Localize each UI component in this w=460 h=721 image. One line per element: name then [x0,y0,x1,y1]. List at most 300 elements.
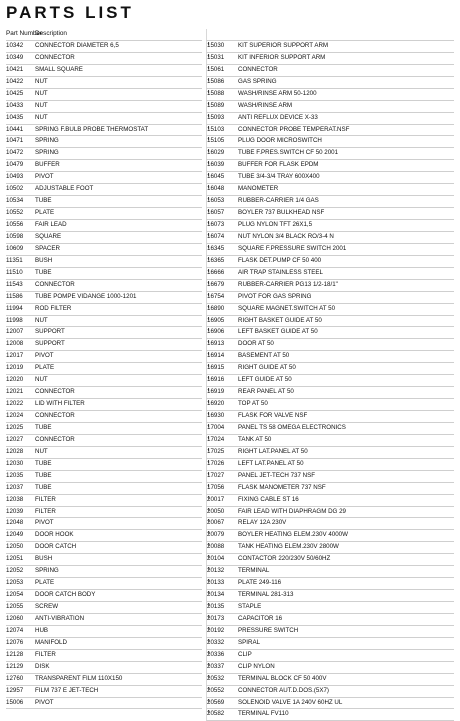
description-cell: FLASK FOR VALVE NSF [238,412,308,419]
table-row [206,530,454,542]
part-number-cell: 20134 [207,591,225,599]
part-number-cell: 11994 [6,304,23,312]
part-number-cell: 16679 [207,280,225,288]
table-row [6,447,202,459]
description-cell: PLUG NYLON TFT 26X1,5 [238,221,313,228]
part-number-cell: 20050 [207,507,225,515]
table-row [6,459,202,471]
description-cell: TUBE [35,483,52,491]
table-row [6,327,202,339]
part-number-cell: 16365 [207,256,225,264]
part-number-cell: 10421 [6,65,24,73]
part-number-cell: 10422 [6,77,24,85]
part-number-cell: 17004 [207,423,225,431]
part-number-cell: 16057 [207,209,225,217]
part-number-cell: 11586 [6,292,23,300]
part-number-cell: 17024 [207,435,225,443]
table-row [206,686,454,698]
part-number-cell: 20088 [207,543,225,551]
table-row [6,590,202,602]
description-cell: FAIR LEAD WITH DIAPHRAGM DG 29 [238,507,346,515]
part-number-cell: 20569 [207,698,225,706]
description-cell: SOLENOID VALVE 1A 240V 60HZ UL [238,698,343,706]
description-cell: NUT [35,447,48,455]
description-cell: BUSH [35,555,53,563]
description-cell: BOYLER HEATING ELEM.230V 4000W [238,531,348,539]
part-number-cell: 12052 [6,567,24,575]
description-cell: AIR TRAP STAINLESS STEEL [238,268,323,276]
table-row [206,244,454,256]
table-row [6,148,202,160]
description-cell: TUBE [35,459,52,467]
table-row [206,339,454,351]
description-cell: TERMINAL BLOCK CF 50 400V [238,674,327,682]
table-row [6,530,202,542]
part-number-cell: 20192 [207,626,225,634]
table-row [206,208,454,220]
description-cell: CONNECTOR DIAMETER 6,5 [35,41,119,49]
table-row [206,614,454,626]
part-number-cell: 12030 [6,459,24,467]
part-number-cell: 20133 [207,579,225,587]
table-row [206,351,454,363]
part-number-cell: 20067 [207,519,225,527]
part-number-cell: 20552 [207,686,225,694]
description-cell: CAPACITOR 16 [238,614,283,622]
part-number-cell: 12074 [6,626,24,634]
part-number-cell: 20582 [207,710,225,718]
table-row [6,399,202,411]
part-number-cell: 10342 [6,41,24,49]
table-row [6,363,202,375]
description-cell: SUPPORT [35,340,65,348]
table-row [6,638,202,650]
table-row [6,339,202,351]
part-number-cell: 12053 [6,579,24,587]
table-row [206,113,454,125]
part-number-cell: 16053 [207,197,225,205]
table-row [206,363,454,375]
part-number-cell: 16906 [207,328,225,336]
description-cell: FILTER [35,507,56,515]
table-row [6,172,202,184]
description-cell: RIGHT GUIDE AT 50 [238,364,296,372]
part-number-cell: 17056 [207,483,225,491]
part-number-cell: 20332 [207,638,225,646]
part-number-cell: 16905 [207,316,225,324]
table-row [206,698,454,710]
table-row [6,614,202,626]
table-row [206,232,454,244]
description-cell: ANTI REFLUX DEVICE X-33 [238,113,318,121]
table-row [6,220,202,232]
part-number-cell: 16913 [207,340,225,348]
part-number-cell: 11998 [6,316,23,324]
description-cell: LEFT BASKET GUIDE AT 50 [238,328,318,336]
part-number-cell: 10471 [6,137,24,145]
description-cell: STAPLE [238,603,262,610]
table-row [6,566,202,578]
part-number-cell: 15031 [207,53,225,61]
part-number-cell: 16045 [207,173,225,181]
table-row [6,686,202,698]
description-cell: LEFT LAT.PANEL AT 50 [238,459,304,467]
table-row [6,351,202,363]
table-header [6,29,202,41]
table-row [206,435,454,447]
table-row [6,554,202,566]
table-row [206,638,454,650]
part-number-cell: 10552 [6,209,24,217]
description-cell: PANEL TS 58 OMEGA ELECTRONICS [238,423,346,431]
part-number-cell: 12008 [6,340,24,348]
description-cell: DOOR CATCH BODY [35,591,96,599]
part-number-cell: 15088 [207,89,225,97]
table-row [6,602,202,614]
part-number-cell: 12035 [6,471,24,479]
description-cell: CONNECTOR [35,435,75,443]
table-row [6,256,202,268]
table-row [6,268,202,280]
part-number-cell: 16890 [207,304,225,312]
table-row [206,136,454,148]
part-number-cell: 10479 [6,161,24,169]
part-number-cell: 10609 [6,244,24,252]
part-number-cell: 12028 [6,447,24,455]
header-part-number: Part Number [6,30,43,37]
part-number-cell: 16930 [207,412,225,419]
description-cell: TERMINAL FV110 [238,710,289,718]
part-number-cell: 15103 [207,125,225,133]
description-cell: SPRING [35,137,59,145]
table-row [206,268,454,280]
parts-column-left [6,29,202,709]
description-cell: RELAY 12A 230V [238,519,287,527]
part-number-cell: 15086 [207,77,225,85]
description-cell: DOOR CATCH [35,543,77,551]
table-row [206,578,454,590]
description-cell: SMALL SQUARE [35,65,83,73]
description-cell: SQUARE MAGNET.SWITCH AT 50 [238,304,336,312]
description-cell: WASH/RINSE ARM 50-1200 [238,89,317,97]
part-number-cell: 20532 [207,674,225,682]
description-cell: NUT [35,113,48,121]
part-number-cell: 20079 [207,531,225,539]
table-row [6,304,202,316]
description-cell: TUBE [35,268,52,276]
table-row [6,375,202,387]
description-cell: CONTACTOR 220/230V 50/60HZ [238,555,331,563]
part-number-cell: 12022 [6,400,24,408]
description-cell: TRANSPARENT FILM 110X150 [35,674,123,682]
part-number-cell: 10556 [6,221,24,228]
part-number-cell: 12055 [6,603,24,610]
description-cell: SQUARE [35,232,62,240]
table-row [206,423,454,435]
table-row [206,518,454,530]
table-row [206,53,454,65]
table-row [6,53,202,65]
part-number-cell: 10441 [6,125,24,133]
description-cell: PLATE [35,209,55,217]
table-row [206,471,454,483]
description-cell: FAIR LEAD [35,221,67,228]
description-cell: PLATE [35,579,55,587]
part-number-cell: 12024 [6,412,24,419]
part-number-cell: 20336 [207,650,225,658]
description-cell: PIVOT [35,519,54,527]
description-cell: DISK [35,662,50,670]
description-cell: LID WITH FILTER [35,400,85,408]
part-number-cell: 12051 [6,555,24,563]
part-number-cell: 12027 [6,435,24,443]
table-row [206,77,454,89]
table-row [206,590,454,602]
part-number-cell: 16754 [207,292,225,300]
description-cell: SUPPORT [35,328,65,336]
description-cell: KIT SUPERIOR SUPPORT ARM [238,41,329,49]
description-cell: FILM 737 E JET-TECH [35,686,99,694]
description-cell: CLIP NYLON [238,662,275,670]
part-number-cell: 20132 [207,567,225,575]
part-number-cell: 16914 [207,352,225,360]
part-number-cell: 12760 [6,674,24,682]
table-row [206,292,454,304]
table-row [6,518,202,530]
table-row [6,244,202,256]
part-number-cell: 10349 [6,53,24,61]
description-cell: SPRING F.BULB PROBE THERMOSTAT [35,125,149,133]
description-cell: TUBE 3/4-3/4 TRAY 600X400 [238,173,320,181]
part-number-cell: 12129 [6,662,24,670]
table-row [206,554,454,566]
table-row [6,650,202,662]
description-cell: TUBE [35,423,52,431]
part-number-cell: 12957 [6,686,24,694]
part-number-cell: 17025 [207,447,225,455]
table-row [206,542,454,554]
parts-column-right [206,29,454,721]
table-row [6,65,202,77]
description-cell: CLIP [238,650,252,658]
description-cell: SPACER [35,244,60,252]
description-cell: RUBBER-CARRIER 1/4 GAS [238,197,319,205]
description-cell: SPRING [35,567,59,575]
description-cell: SCREW [35,603,59,610]
description-cell: TOP AT 50 [238,400,268,408]
part-number-cell: 12025 [6,423,24,431]
description-cell: CONNECTOR [35,280,75,288]
description-cell: BUFFER [35,161,60,169]
table-row [6,471,202,483]
table-row [6,77,202,89]
part-number-cell: 10493 [6,173,24,181]
table-row [206,172,454,184]
table-row [206,256,454,268]
table-row [206,483,454,495]
table-row [6,542,202,554]
description-cell: NUT [35,89,48,97]
part-number-cell: 10502 [6,185,24,193]
table-row [206,184,454,196]
description-cell: WASH/RINSE ARM [238,101,293,109]
table-row [6,316,202,328]
table-row [206,196,454,208]
description-cell: SQUARE F.PRESSURE SWITCH 2001 [238,244,347,252]
table-row [6,662,202,674]
table-row [6,698,202,710]
table-row [206,280,454,292]
table-row [6,507,202,519]
description-cell: TUBE F.PRES.SWITCH CF 50 2001 [238,149,339,157]
description-cell: KIT INFERIOR SUPPORT ARM [238,53,326,61]
part-number-cell: 10435 [6,113,24,121]
description-cell: CONNECTOR [35,388,75,396]
part-number-cell: 20337 [207,662,225,670]
table-row [206,148,454,160]
table-row [6,280,202,292]
description-cell: FLASK MANOMETER 737 NSF [238,483,326,491]
description-cell: CONNECTOR [35,53,75,61]
table-row [206,316,454,328]
description-cell: PIVOT [35,698,54,706]
description-cell: BUFFER FOR FLASK EPDM [238,161,319,169]
description-cell: BOYLER 737 BULKHEAD NSF [238,209,325,217]
table-row [206,674,454,686]
description-cell: TUBE [35,197,52,205]
description-cell: PLATE [35,364,55,372]
table-row [206,447,454,459]
part-number-cell: 10472 [6,149,24,157]
description-cell: TUBE [35,471,52,479]
table-row [6,292,202,304]
table-row [6,196,202,208]
description-cell: PIVOT FOR GAS SPRING [238,292,312,300]
description-cell: TUBE POMPE VIDANGE 1000-1201 [35,292,137,300]
table-row [206,41,454,53]
description-cell: RIGHT BASKET GUIDE AT 50 [238,316,322,324]
description-cell: REAR PANEL AT 50 [238,388,294,396]
part-number-cell: 12054 [6,591,24,599]
description-cell: FILTER [35,650,56,658]
description-cell: SPRING [35,149,59,157]
table-row [6,113,202,125]
description-cell: PIVOT [35,352,54,360]
description-cell: CONNECTOR [238,65,278,73]
part-number-cell: 12038 [6,495,24,503]
description-cell: NUT [35,316,48,324]
table-row [6,387,202,399]
part-number-cell: 11510 [6,268,23,276]
table-row [6,435,202,447]
table-row [6,41,202,53]
part-number-cell: 16916 [207,376,225,384]
part-number-cell: 10534 [6,197,24,205]
part-number-cell: 20173 [207,614,225,622]
description-cell: CONNECTOR PROBE TEMPERAT.NSF [238,125,350,133]
part-number-cell: 11543 [6,280,23,288]
table-row [206,387,454,399]
table-row [206,459,454,471]
table-row [6,89,202,101]
part-number-cell: 12050 [6,543,24,551]
description-cell: NUT [35,101,48,109]
part-number-cell: 16073 [207,221,225,228]
part-number-cell: 12060 [6,614,24,622]
part-number-cell: 15061 [207,65,225,73]
part-number-cell: 16915 [207,364,225,372]
description-cell: HUB [35,626,49,634]
part-number-cell: 17027 [207,471,225,479]
description-cell: SPIRAL [238,638,261,646]
part-number-cell: 12048 [6,519,24,527]
table-row [6,483,202,495]
part-number-cell: 16920 [207,400,225,408]
part-number-cell: 10598 [6,232,24,240]
part-number-cell: 10425 [6,89,24,97]
page-title: PARTS LIST [6,3,134,22]
table-header-spacer [206,29,454,41]
part-number-cell: 12128 [6,650,24,658]
part-number-cell: 12037 [6,483,24,491]
part-number-cell: 12049 [6,531,24,539]
table-row [6,626,202,638]
table-row [206,709,454,721]
table-row [6,411,202,423]
table-row [206,495,454,507]
table-row [6,160,202,172]
table-row [206,375,454,387]
part-number-cell: 10433 [6,101,24,109]
table-row [206,662,454,674]
description-cell: TERMINAL [238,567,270,575]
table-row [206,125,454,137]
table-row [206,507,454,519]
description-cell: FIXING CABLE ST 16 [238,495,299,503]
description-cell: TANK AT 50 [238,435,272,443]
part-number-cell: 20104 [207,555,225,563]
description-cell: RIGHT LAT.PANEL AT 50 [238,447,308,455]
description-cell: PLATE 249-116 [238,579,282,587]
description-cell: DOOR AT 50 [238,340,274,348]
table-row [206,566,454,578]
part-number-cell: 17026 [207,459,225,467]
description-cell: ADJUSTABLE FOOT [35,185,94,193]
part-number-cell: 16919 [207,388,225,396]
description-cell: PRESSURE SWITCH [238,626,299,634]
part-number-cell: 16074 [207,232,225,240]
description-cell: TERMINAL 281-313 [238,591,294,599]
table-row [206,220,454,232]
table-row [206,89,454,101]
description-cell: PLUG DOOR MICROSWITCH [238,137,322,145]
part-number-cell: 20017 [207,495,225,503]
table-row [6,136,202,148]
table-row [6,101,202,113]
table-row [6,674,202,686]
description-cell: RUBBER-CARRIER PG13 1/2-18/1" [238,280,338,288]
table-row [206,304,454,316]
description-cell: PIVOT [35,173,54,181]
description-cell: GAS SPRING [238,77,277,85]
part-number-cell: 12007 [6,328,24,336]
part-number-cell: 16029 [207,149,225,157]
table-row [206,65,454,77]
table-row [6,125,202,137]
part-number-cell: 15105 [207,137,225,145]
table-row [206,650,454,662]
description-cell: MANOMETER [238,185,279,193]
